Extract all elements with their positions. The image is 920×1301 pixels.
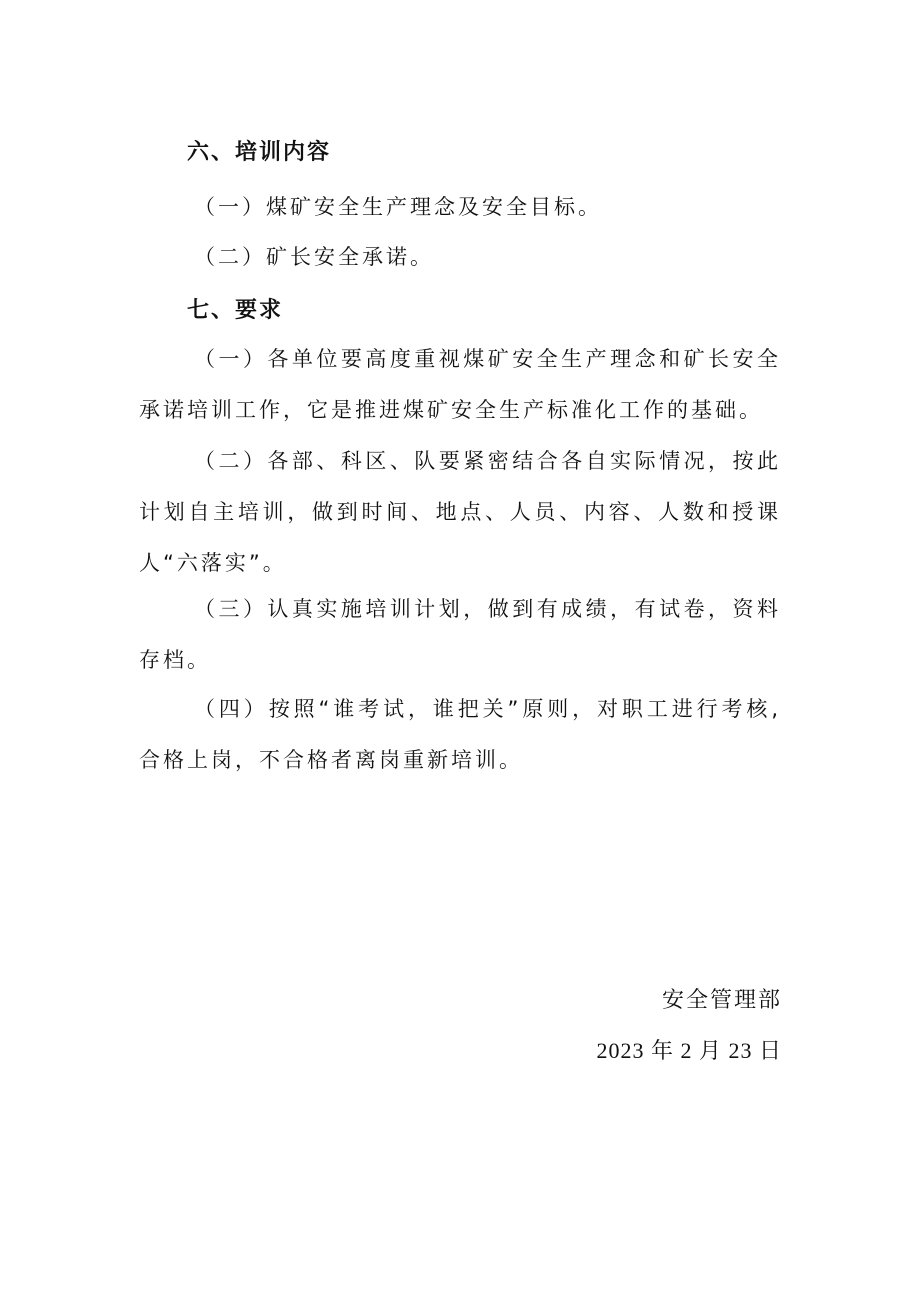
paragraph-content-2: （二）矿长安全承诺。 bbox=[194, 245, 434, 269]
paragraph-content-1: （一）煤矿安全生产理念及安全目标。 bbox=[194, 195, 602, 219]
paragraph-requirement-3: （三）认真实施培训计划，做到有成绩，有试卷，资料存档。 bbox=[139, 597, 781, 672]
section-heading-training-content: 六、培训内容 bbox=[187, 140, 332, 165]
paragraph-requirement-4: （四）按照“谁考试，谁把关”原则，对职工进行考核,合格上岗，不合格者离岗重新培训。 bbox=[139, 697, 781, 772]
section-heading-requirements: 七、要求 bbox=[187, 298, 284, 323]
paragraph-requirement-2: （二）各部、科区、队要紧密结合各自实际情况，按此计划自主培训，做到时间、地点、人员、内容、人数和授课人“六落实”。 bbox=[139, 449, 781, 575]
paragraph-requirement-1: （一）各单位要高度重视煤矿安全生产理念和矿长安全承诺培训工作，它是推进煤矿安全生产标准化工作的基础。 bbox=[139, 347, 781, 422]
signature-department: 安全管理部 bbox=[661, 988, 782, 1013]
signature-date: 2023 年 2 月 23 日 bbox=[596, 1038, 782, 1063]
